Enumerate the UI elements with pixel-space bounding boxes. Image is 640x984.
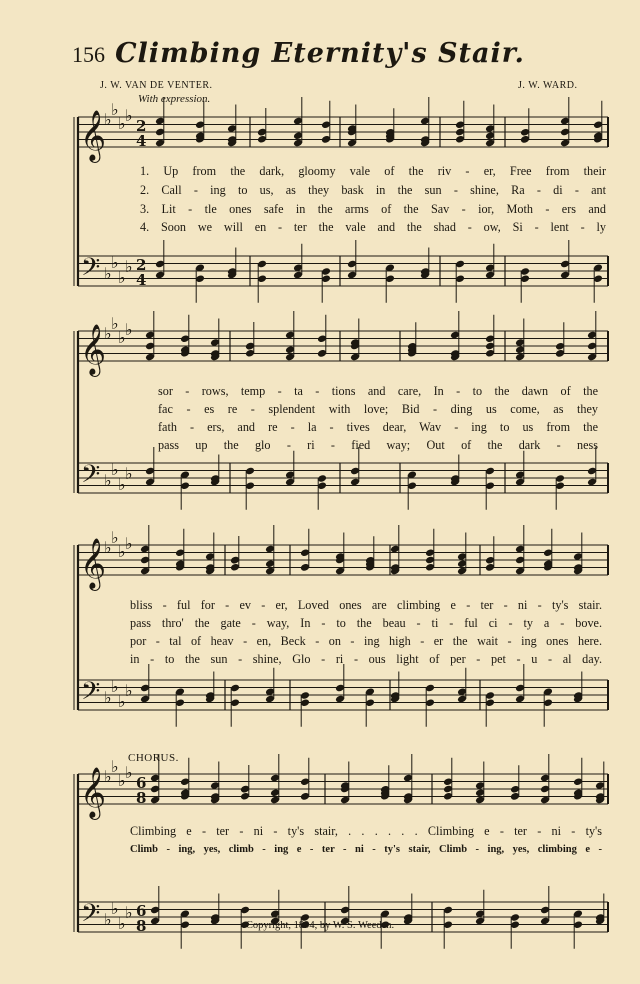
flat-sign: ♭ — [118, 542, 126, 561]
bass-clef: 𝄢 — [81, 253, 101, 288]
time-signature: 4 — [136, 132, 147, 150]
flat-sign: ♭ — [111, 253, 119, 272]
lyric-line: fath - ers, and re - la - tives dear, Wav - ing to us from the — [158, 420, 598, 434]
treble-clef: 𝄞 — [80, 110, 107, 161]
flat-sign: ♭ — [118, 692, 126, 711]
lyric-line: 2. Call - ing to us, as they bask in the sun - shine, Ra - di - ant — [140, 183, 606, 197]
flat-sign: ♭ — [104, 910, 112, 929]
lyric-line: Climb - ing, yes, climb - ing e - ter - ni - ty's stair, Climb - ing, yes, climbing e - — [130, 844, 602, 855]
lyric-line: 1. Up from the dark, gloomy vale of the riv - er, Free from their — [140, 164, 606, 178]
flat-sign: ♭ — [125, 763, 133, 782]
flat-sign: ♭ — [125, 903, 133, 922]
flat-sign: ♭ — [111, 100, 119, 119]
flat-sign: ♭ — [104, 471, 112, 490]
flat-sign: ♭ — [111, 757, 119, 776]
lyric-line: por - tal of heav - en, Beck - on - ing high - er the wait - ing ones here. — [130, 634, 602, 648]
composer-credit: J. W. WARD. — [518, 80, 578, 91]
flat-sign: ♭ — [104, 767, 112, 786]
treble-clef: 𝄞 — [80, 767, 107, 818]
treble-clef: 𝄞 — [80, 324, 107, 375]
bass-clef: 𝄢 — [81, 460, 101, 495]
flat-sign: ♭ — [118, 268, 126, 287]
lyric-line: 3. Lit - tle ones safe in the arms of the Sav - ior, Moth - ers and — [140, 202, 606, 216]
lyric-line: bliss - ful for - ev - er, Loved ones are climbing e - ter - ni - ty's stair. — [130, 598, 602, 612]
time-signature: 8 — [136, 917, 147, 935]
flat-sign: ♭ — [118, 114, 126, 133]
flat-sign: ♭ — [125, 106, 133, 125]
flat-sign: ♭ — [104, 688, 112, 707]
bass-clef: 𝄢 — [81, 677, 101, 712]
copyright-notice: Copyright, 1894, by W. S. Weeden. — [245, 920, 395, 931]
flat-sign: ♭ — [125, 257, 133, 276]
lyric-line: sor - rows, temp - ta - tions and care, In - to the dawn of the — [158, 384, 598, 398]
flat-sign: ♭ — [125, 464, 133, 483]
lyric-line: 4. Soon we will en - ter the vale and the shad - ow, Si - lent - ly — [140, 220, 606, 234]
flat-sign: ♭ — [125, 681, 133, 700]
page-number: 156 — [72, 42, 105, 67]
flat-sign: ♭ — [104, 264, 112, 283]
flat-sign: ♭ — [118, 475, 126, 494]
chorus-label: CHORUS. — [128, 752, 179, 764]
treble-clef: 𝄞 — [80, 538, 107, 589]
lyric-line: pass thro' the gate - way, In - to the beau - ti - ful ci - ty a - bove. — [130, 616, 602, 630]
time-signature: 6 — [136, 774, 147, 792]
lyric-line: fac - es re - splendent with love; Bid - ding us come, as they — [158, 402, 598, 416]
flat-sign: ♭ — [111, 899, 119, 918]
time-signature: 6 — [136, 902, 147, 920]
flat-sign: ♭ — [104, 110, 112, 129]
time-signature: 4 — [136, 271, 147, 289]
flat-sign: ♭ — [118, 328, 126, 347]
flat-sign: ♭ — [125, 534, 133, 553]
flat-sign: ♭ — [104, 324, 112, 343]
lyricist-credit: J. W. VAN DE VENTER. — [100, 80, 213, 91]
time-signature: 2 — [136, 117, 147, 135]
flat-sign: ♭ — [111, 528, 119, 547]
lyric-line: pass up the glo - ri - fied way; Out of the dark - ness — [158, 438, 598, 452]
flat-sign: ♭ — [111, 314, 119, 333]
tempo-marking: With expression. — [138, 93, 211, 105]
lyric-line: Climbing e - ter - ni - ty's stair, . . . . . . Climbing e - ter - ni - ty's — [130, 824, 602, 838]
time-signature: 2 — [136, 256, 147, 274]
bass-clef: 𝄢 — [81, 899, 101, 934]
lyric-line: in - to the sun - shine, Glo - ri - ous light of per - pet - u - al day. — [130, 652, 602, 666]
hymn-title: Climbing Eternity's Stair. — [115, 38, 525, 69]
flat-sign: ♭ — [111, 460, 119, 479]
flat-sign: ♭ — [118, 914, 126, 933]
flat-sign: ♭ — [111, 677, 119, 696]
time-signature: 8 — [136, 789, 147, 807]
flat-sign: ♭ — [125, 320, 133, 339]
flat-sign: ♭ — [118, 771, 126, 790]
flat-sign: ♭ — [104, 538, 112, 557]
